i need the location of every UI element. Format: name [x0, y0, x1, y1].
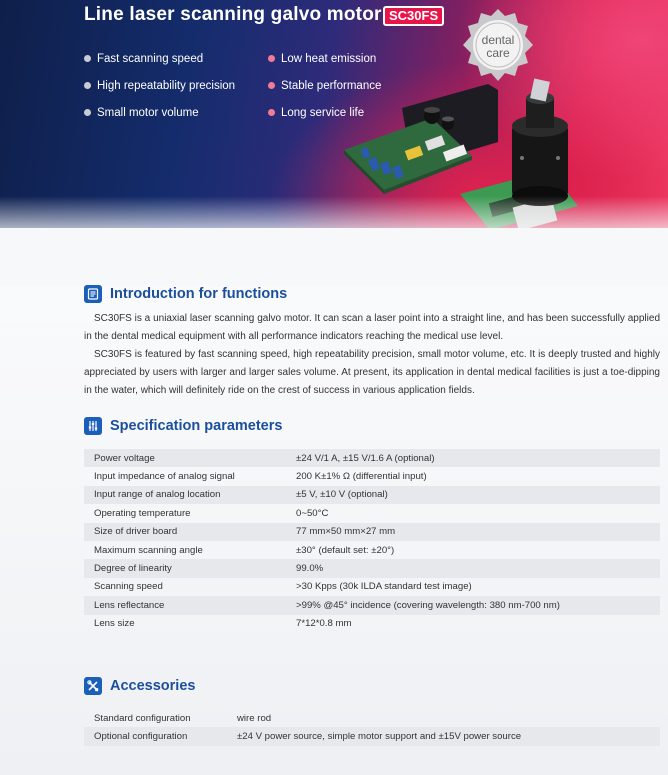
- spec-value: >30 Kpps (30k ILDA standard test image): [296, 581, 472, 593]
- section-title: Introduction for functions: [110, 286, 288, 302]
- feature-item: [268, 51, 428, 66]
- table-row: [84, 596, 660, 614]
- banner-title: Line laser scanning galvo motor: [84, 4, 382, 25]
- intro-paragraph: SC30FS is featured by fast scanning speed, high repeatability precision, small motor volume, etc. It is deeply trusted and highly appreciated by users with larger and larger sales volume. At present, its application in dental medical facilities is just a toe-dipping in the water, which will definitely ride on the crest of success in various application fields.: [84, 349, 660, 396]
- accessories-table: [84, 709, 660, 746]
- accessory-key: Standard configuration: [94, 712, 191, 724]
- spec-value: >99% @45° incidence (covering wavelength: 380 nm-700 nm): [286, 596, 660, 614]
- spec-key: Input range of analog location: [84, 486, 286, 504]
- table-row: [84, 541, 660, 559]
- spec-key: Maximum scanning angle: [94, 544, 203, 556]
- spec-key: Input impedance of analog signal: [94, 471, 235, 483]
- bullet-dot-icon: [84, 55, 91, 62]
- intro-text: [84, 310, 660, 400]
- spec-value: ±24 V/1 A, ±15 V/1.6 A (optional): [286, 449, 660, 467]
- spec-value: ±30° (default set: ±20°): [296, 544, 395, 556]
- table-row: [84, 523, 660, 541]
- spec-key: Power voltage: [84, 449, 286, 467]
- spec-value: 99.0%: [286, 559, 660, 577]
- spec-key: Operating temperature: [94, 507, 191, 519]
- spec-value: 7*12*0.8 mm: [296, 618, 352, 630]
- feature-label: Stable performance: [281, 79, 382, 92]
- feature-label: Long service life: [281, 106, 365, 119]
- settings-sliders-icon: [84, 417, 102, 435]
- intro-paragraph: SC30FS is a uniaxial laser scanning galvo motor. It can scan a laser point into a straight line, and has been successfully applied in the dental medical equipment with all performance indicators reaching the medical use level.: [84, 313, 660, 342]
- accessory-key: Optional configuration: [84, 727, 227, 745]
- feature-label: Low heat emission: [281, 52, 377, 65]
- spec-key: Degree of linearity: [84, 559, 286, 577]
- table-row: [84, 727, 660, 745]
- table-row: [84, 449, 660, 467]
- spec-key: Size of driver board: [84, 523, 286, 541]
- feature-label: Fast scanning speed: [97, 52, 204, 65]
- banner-fade: [0, 196, 668, 286]
- seal-line: dental: [481, 33, 515, 47]
- bullet-dot-icon: [84, 109, 91, 116]
- table-row: [84, 467, 660, 485]
- tools-icon: [84, 677, 102, 695]
- spec-key: Lens size: [94, 618, 135, 630]
- feature-label: High repeatability precision: [97, 79, 236, 92]
- spec-value: 0~50°C: [296, 507, 329, 519]
- accessories-section-header: [84, 677, 195, 695]
- accessory-value: wire rod: [237, 712, 272, 724]
- spec-table: [84, 449, 660, 633]
- spec-key: Lens reflectance: [84, 596, 286, 614]
- model-badge: SC30FS: [383, 6, 444, 26]
- feature-item: [84, 51, 268, 66]
- bullet-dot-icon: [268, 55, 275, 62]
- table-row: [84, 615, 660, 633]
- table-row: [84, 578, 660, 596]
- table-row: [84, 486, 660, 504]
- intro-section-header: [84, 285, 287, 303]
- feature-label: Small motor volume: [97, 106, 199, 119]
- spec-value: ±5 V, ±10 V (optional): [286, 486, 660, 504]
- hero-banner: [0, 0, 668, 228]
- seal-label: [461, 34, 535, 60]
- document-icon: [84, 285, 102, 303]
- bullet-dot-icon: [84, 82, 91, 89]
- spec-value: 200 K±1% Ω (differential input): [296, 471, 427, 483]
- spec-value: 77 mm×50 mm×27 mm: [286, 523, 660, 541]
- section-title: Accessories: [110, 678, 196, 694]
- table-row: [84, 559, 660, 577]
- bullet-dot-icon: [268, 109, 275, 116]
- table-row: [84, 504, 660, 522]
- feature-item: [84, 78, 268, 93]
- table-row: [84, 709, 660, 727]
- feature-item: [84, 105, 268, 120]
- spec-key: Scanning speed: [94, 581, 163, 593]
- accessory-value: ±24 V power source, simple motor support and ±15V power source: [227, 727, 660, 745]
- bullet-dot-icon: [268, 82, 275, 89]
- section-title: Specification parameters: [110, 418, 283, 434]
- seal-line: care: [486, 46, 510, 60]
- spec-section-header: [84, 417, 282, 435]
